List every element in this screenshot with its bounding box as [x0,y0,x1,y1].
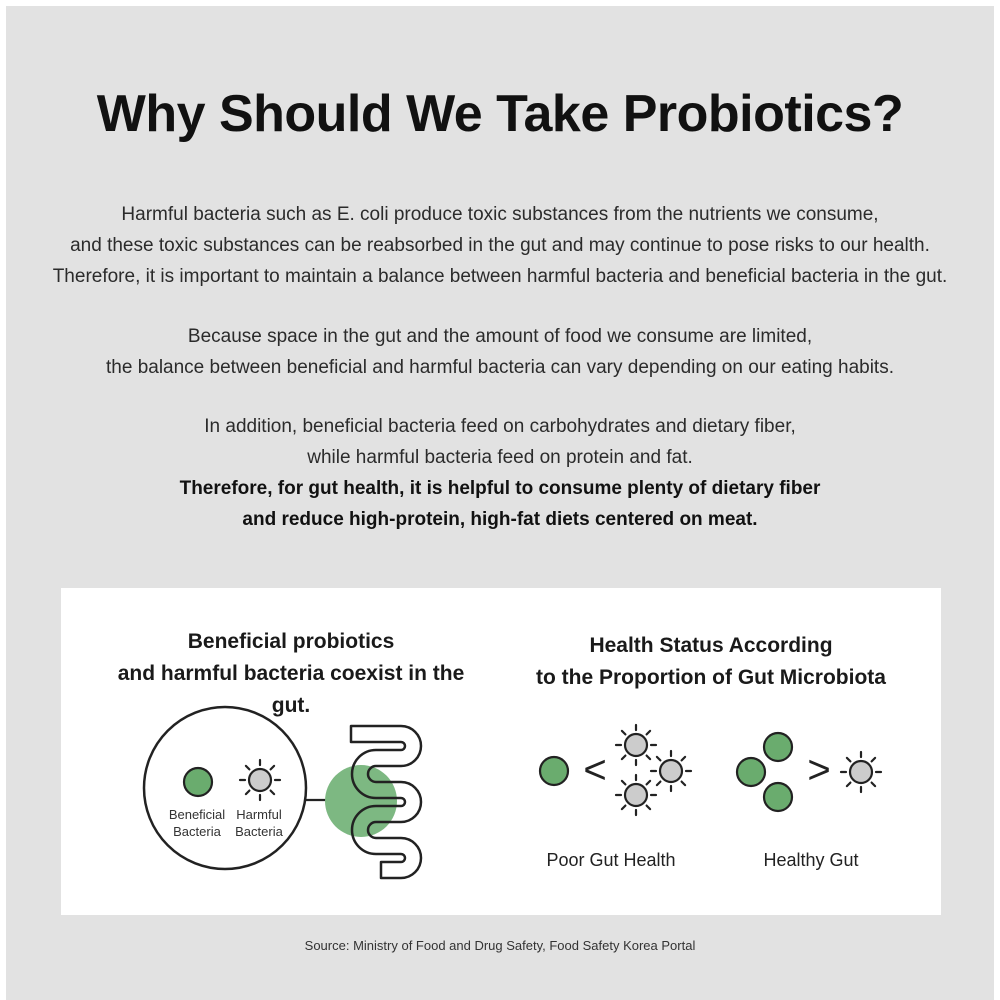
paragraph-line: In addition, beneficial bacteria feed on carbohydrates and dietary fiber, [204,416,796,437]
label-line: Beneficial [168,807,226,822]
page-title: Why Should We Take Probiotics? [96,85,904,143]
paragraph-line: and these toxic substances can be reabsorbed in the gut and may continue to pose risks to our health. [70,235,930,256]
beneficial-bacteria-icon [184,768,212,796]
healthy-beneficial-icon-3 [764,783,792,811]
paragraph-bold-line: Therefore, for gut health, it is helpful to consume plenty of dietary fiber [179,478,821,499]
label-line: Bacteria [173,824,221,839]
health-status-title-line: to the Proportion of Gut Microbiota [536,666,886,689]
poor-harmful-icon-2 [651,751,691,791]
coexist-title-line: Beneficial probiotics [187,630,395,653]
healthy-beneficial-icon-1 [764,733,792,761]
harmful-bacteria-label [219,806,299,840]
magnifier-circle [144,707,306,869]
less-than-sign: < [583,748,607,792]
paragraph-harmful-bacteria [6,199,994,292]
label-line: Bacteria [235,824,283,839]
infographic-page [6,6,994,1000]
poor-beneficial-icon [540,757,568,785]
healthy-gut-caption: Healthy Gut [763,850,859,870]
harmful-bacteria-icon [240,760,280,800]
poor-harmful-icon-1 [616,725,656,765]
paragraph-line: Therefore, it is important to maintain a balance between harmful bacteria and beneficial bacteria in the gut. [52,266,948,287]
health-status-title-line: Health Status According [589,634,833,657]
paragraph-balance [6,321,994,383]
paragraph-diet [6,411,994,535]
paragraph-line: the balance between beneficial and harmful bacteria can vary depending on our eating habits. [106,357,894,378]
greater-than-sign: > [807,748,831,792]
paragraph-line: while harmful bacteria feed on protein and fat. [307,447,693,468]
healthy-beneficial-icon-2 [737,758,765,786]
source-note: Source: Ministry of Food and Drug Safety, Food Safety Korea Portal [304,938,696,953]
label-line: Harmful [236,807,282,822]
paragraph-bold-line: and reduce high-protein, high-fat diets centered on meat. [242,509,758,530]
illustration-panel [61,588,941,915]
healthy-harmful-icon [841,752,881,792]
paragraph-line: Because space in the gut and the amount of food we consume are limited, [187,326,813,347]
poor-gut-health-caption: Poor Gut Health [546,850,676,870]
highlight-circle [325,765,397,837]
coexist-title-line: and harmful bacteria coexist in the gut. [117,662,465,717]
poor-harmful-icon-3 [616,775,656,815]
paragraph-line: Harmful bacteria such as E. coli produce toxic substances from the nutrients we consume, [121,204,879,225]
